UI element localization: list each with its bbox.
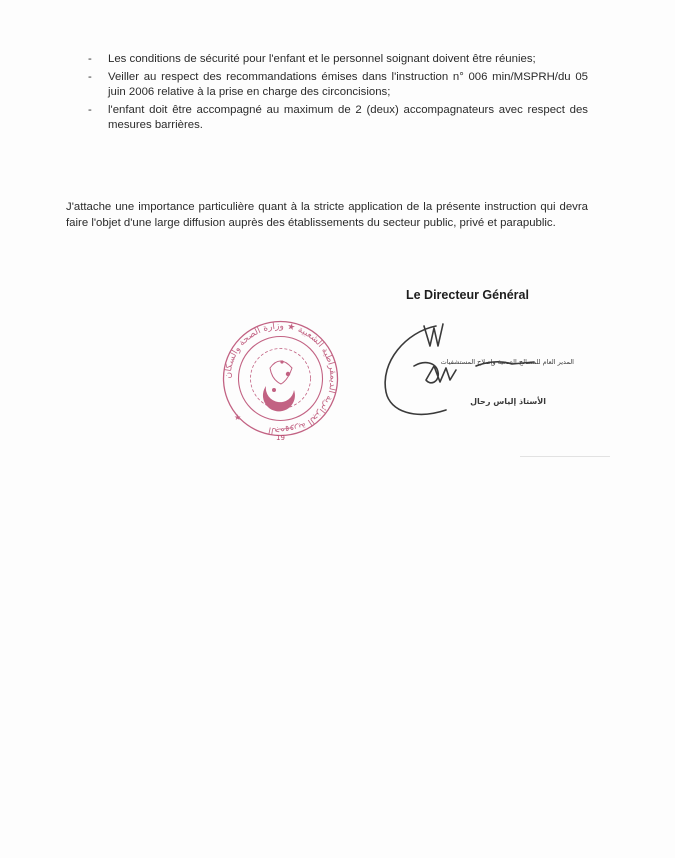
signature-block [406, 288, 529, 302]
list-item-text: Veiller au respect des recommandations émises dans l'instruction n° 006 min/MSPRH/du 05 juin 2006 relative à la prise en charge des circoncisions; [108, 70, 588, 98]
list-item [88, 70, 588, 101]
signatory-title: Le Directeur Général [406, 288, 529, 302]
list-item-text: l'enfant doit être accompagné au maximum de 2 (deux) accompagnateurs avec respect des mesures barrières. [108, 103, 588, 131]
official-stamp-icon [218, 316, 343, 441]
handwritten-signature-icon [376, 312, 576, 430]
stamp-number: 19 [276, 434, 285, 441]
closing-paragraph: J'attache une importance particulière quant à la stricte application de la présente instruction qui devra faire l'objet d'une large diffusion auprès des établissements du secteur public, privé et parapublic. [66, 201, 588, 229]
signature-stamp-line-2: الأستاذ إلياس رحال [470, 397, 546, 406]
bullet-marker: - [88, 70, 92, 83]
svg-text:الجمهورية الجزائرية الديمقراطي: ﻿الجمهورية الجزائرية الديمقراطية الشعبية ★ وزارة الصحة والسكان [223, 321, 338, 436]
bullet-marker: - [88, 103, 92, 116]
list-item [88, 52, 588, 68]
requirements-list [88, 52, 588, 136]
divider [520, 456, 610, 457]
signature-stamp-line-1: المدير العام للمصالح الصحية وإصلاح المستشفيات [440, 358, 574, 366]
list-item [88, 103, 588, 134]
bullet-marker: - [88, 53, 92, 65]
svg-text:★: ★ [234, 413, 242, 422]
list-item-text: Les conditions de sécurité pour l'enfant et le personnel soignant doivent être réunies; [108, 53, 536, 65]
